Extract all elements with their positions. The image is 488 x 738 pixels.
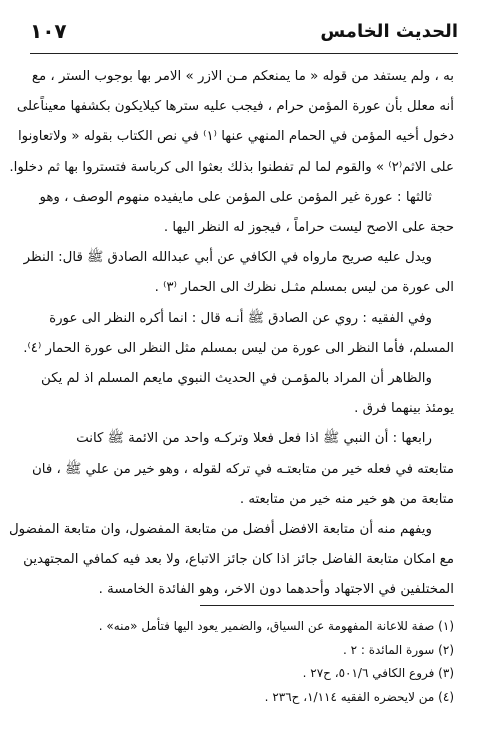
text-line: والظاهر أن المراد بالمؤمـن في الحديث النبوي مايعم المسلم اذ لم يكن xyxy=(41,371,432,387)
text-line: المسلم، فأما النظر الى عورة من ليس بمسلم مثل النظر الى عورة الحمار ⁽٤⁾. xyxy=(23,340,454,356)
text-line: يومئذ بينهما فرق . xyxy=(354,401,454,417)
text-line: مع امكان متابعة الفاضل جائز اذا كان جائز الاتباع، ولا بعد فيه كمافي المجتهدين xyxy=(23,552,454,568)
text-line: وفي الفقيه : روي عن الصادق ﷺ أنـه قال : انما أكره النظر الى عورة xyxy=(49,310,432,326)
chapter-title: الحديث الخامس xyxy=(320,20,458,42)
text-line: به ، ولم يستفد من قوله « ما يمنعكم مـن الازر » الامر بها بوجوب الستر ، مع xyxy=(31,69,454,84)
text-line: ثالثها : عورة غير المؤمن على المؤمن على مايفيده منهوم الوصف ، وهو xyxy=(39,189,432,205)
main-text xyxy=(8,62,454,606)
text-line: ويفهم منه أن متابعة الافضل أفضل من متابعة المفضول، وان متابعة المفضول xyxy=(8,522,432,538)
page-number: ١٠٧ xyxy=(30,19,67,43)
text-line: الى عورة من ليس بمسلم مثـل نظرك الى الحمار ⁽٣⁾ . xyxy=(154,280,454,296)
text-line: رابعها : أن النبي ﷺ اذا فعل فعلا وتركـه واحد من الائمة ﷺ كانت xyxy=(76,431,432,447)
text-line: متابعة من هو خير منه خير من متابعته . xyxy=(239,491,454,507)
text-line: ويدل عليه صريح مارواه في الكافي عن أبي عبدالله الصادق ﷺ قال: النظر xyxy=(23,250,432,266)
footnote: (٣) فروع الكافي ٥٠١/٦، ح٢٧ . xyxy=(302,666,454,680)
text-line: على الاثم⁽٢⁾ » والقوم لما لم تفطنوا بذلك بعثوا الى كرباسة فتستروا بها ثم دخلوا. xyxy=(9,159,454,175)
header-rule xyxy=(30,53,458,54)
text-line: المختلفين في الاجتهاد وأحدهما دون الاخر، وهو الفائدة الخامسة . xyxy=(98,582,454,598)
text-line: أنه معلل بأن عورة المؤمن حرام ، فيجب عليه سترها كيلايكون بكشفها معيناًعلى xyxy=(16,99,454,115)
text-line: حجة على الاصح ليست حراماً ، فيجوز له النظر اليها . xyxy=(163,220,454,236)
footnote: (٢) سورة المائدة : ٢ . xyxy=(342,642,454,657)
text-line: دخول أخيه المؤمن في الحمام المنهي عنها ⁽١⁾ في نص الكتاب بقوله « ولاتعاونوا xyxy=(17,129,454,145)
footnote: (٤) من لايحضره الفقيه ١/١١٤، ح٢٣٦ . xyxy=(264,689,454,704)
footnotes xyxy=(40,615,454,709)
text-line: متابعته في فعله خير من متابعتـه في تركه لقوله ، وهو خير من علي ﷺ ، فان xyxy=(31,461,454,477)
running-head xyxy=(30,14,458,48)
footnote: (١) صفة للاعانة المفهومة عن السياق، والضمير يعود اليها فتأمل «منه» . xyxy=(98,619,454,633)
footnote-rule xyxy=(200,605,454,606)
